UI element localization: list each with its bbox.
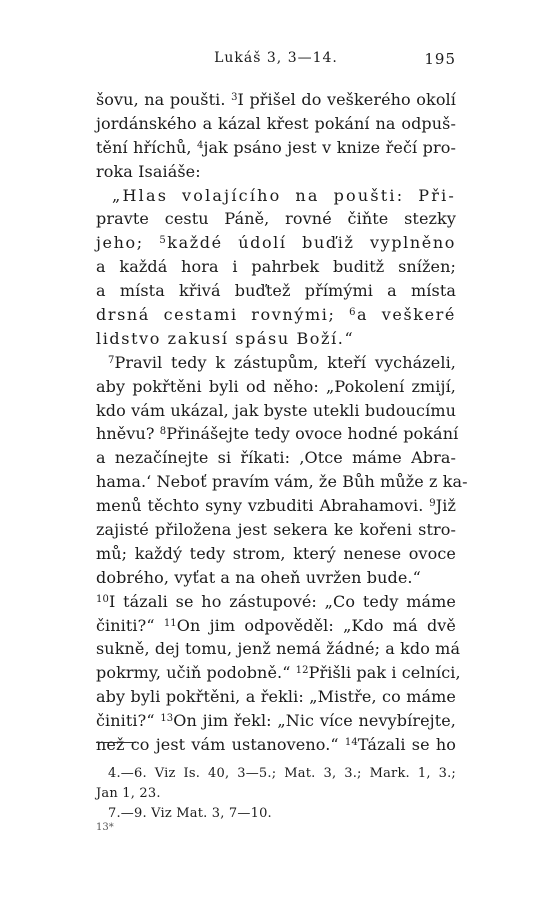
text-line: činiti?“ $^{13}$On jim řekl: „Nic více nevybírejte,: [96, 711, 456, 731]
text-line: tění hříchů, $^4$jak psáno jest v knize řečí pro-: [96, 137, 456, 157]
text-line: jeho; $^5$každé údolí buďiž vyplněno: [96, 233, 456, 253]
footnote-continuation: Jan 1, 23.: [96, 786, 161, 801]
text-line: aby byli pokřtěni, a řekli: „Mistře, co máme: [96, 687, 456, 707]
text-line: než co jest vám ustanoveno.“ $^{14}$Tázali se ho: [96, 735, 456, 755]
page-number: 195: [424, 50, 456, 68]
text-line: „Hlas volajícího na poušti: Při-: [112, 185, 456, 205]
text-line: a místa křivá buďtež přímými a místa: [96, 281, 456, 301]
running-head: [96, 50, 456, 74]
text-line: lidstvo zakusí spásu Boží.“: [96, 328, 355, 348]
text-line: menů těchto syny vzbuditi Abrahamovi. $^9$Již: [96, 496, 456, 516]
text-line: mů; každý tedy strom, který nenese ovoce: [96, 543, 456, 563]
text-line: činiti?“ $^{11}$On jim odpověděl: „Kdo má dvě: [96, 615, 456, 635]
text-line: pravte cestu Páně, rovné čiňte stezky: [96, 209, 456, 229]
text-line: $^{10}$I tázali se ho zástupové: „Co tedy máme: [96, 591, 456, 611]
footnote: 4.—6. Viz Is. 40, 3—5.; Mat. 3, 3.; Mark. 1, 3.;: [108, 766, 456, 781]
footnote: 7.—9. Viz Mat. 3, 7—10.: [108, 806, 272, 821]
text-line: hama.‘ Neboť pravím vám, že Bůh může z ka-: [96, 472, 468, 492]
text-line: kdo vám ukázal, jak byste utekli budoucímu: [96, 400, 456, 420]
signature-mark: 13*: [96, 822, 114, 833]
text-line: sukně, dej tomu, jenž nemá žádné; a kdo má: [96, 639, 461, 659]
text-line: zajisté přiložena jest sekera ke kořeni stro-: [96, 520, 456, 540]
footnote-rule: [96, 742, 136, 743]
text-line: hněvu? $^8$Přinášejte tedy ovoce hodné pokání: [96, 424, 459, 444]
text-line: aby pokřtěni byli od něho: „Pokolení zmijí,: [96, 376, 456, 396]
body-text: [96, 88, 468, 757]
text-line: drsná cestami rovnými; $^6$a veškeré: [96, 305, 456, 325]
text-line: a každá hora i pahrbek buditž snížen;: [96, 257, 456, 277]
text-line: dobrého, vyťat a na oheň uvržen bude.“: [96, 567, 421, 587]
text-line: a nezačínejte si říkati: ‚Otce máme Abra-: [96, 448, 456, 468]
text-line: pokrmy, učiň podobně.“ $^{12}$Přišli pak i celníci,: [96, 663, 461, 683]
text-line: jordánského a kázal křest pokání na odpuš-: [96, 113, 456, 133]
running-title: Lukáš 3, 3—14.: [214, 50, 338, 66]
text-line: šovu, na poušti. $^3$I přišel do veškerého okolí: [96, 90, 456, 109]
text-line: $^7$Pravil tedy k zástupům, kteří vycházeli,: [108, 352, 456, 372]
footnotes: [96, 764, 456, 824]
text-line: roka Isaiáše:: [96, 161, 201, 181]
